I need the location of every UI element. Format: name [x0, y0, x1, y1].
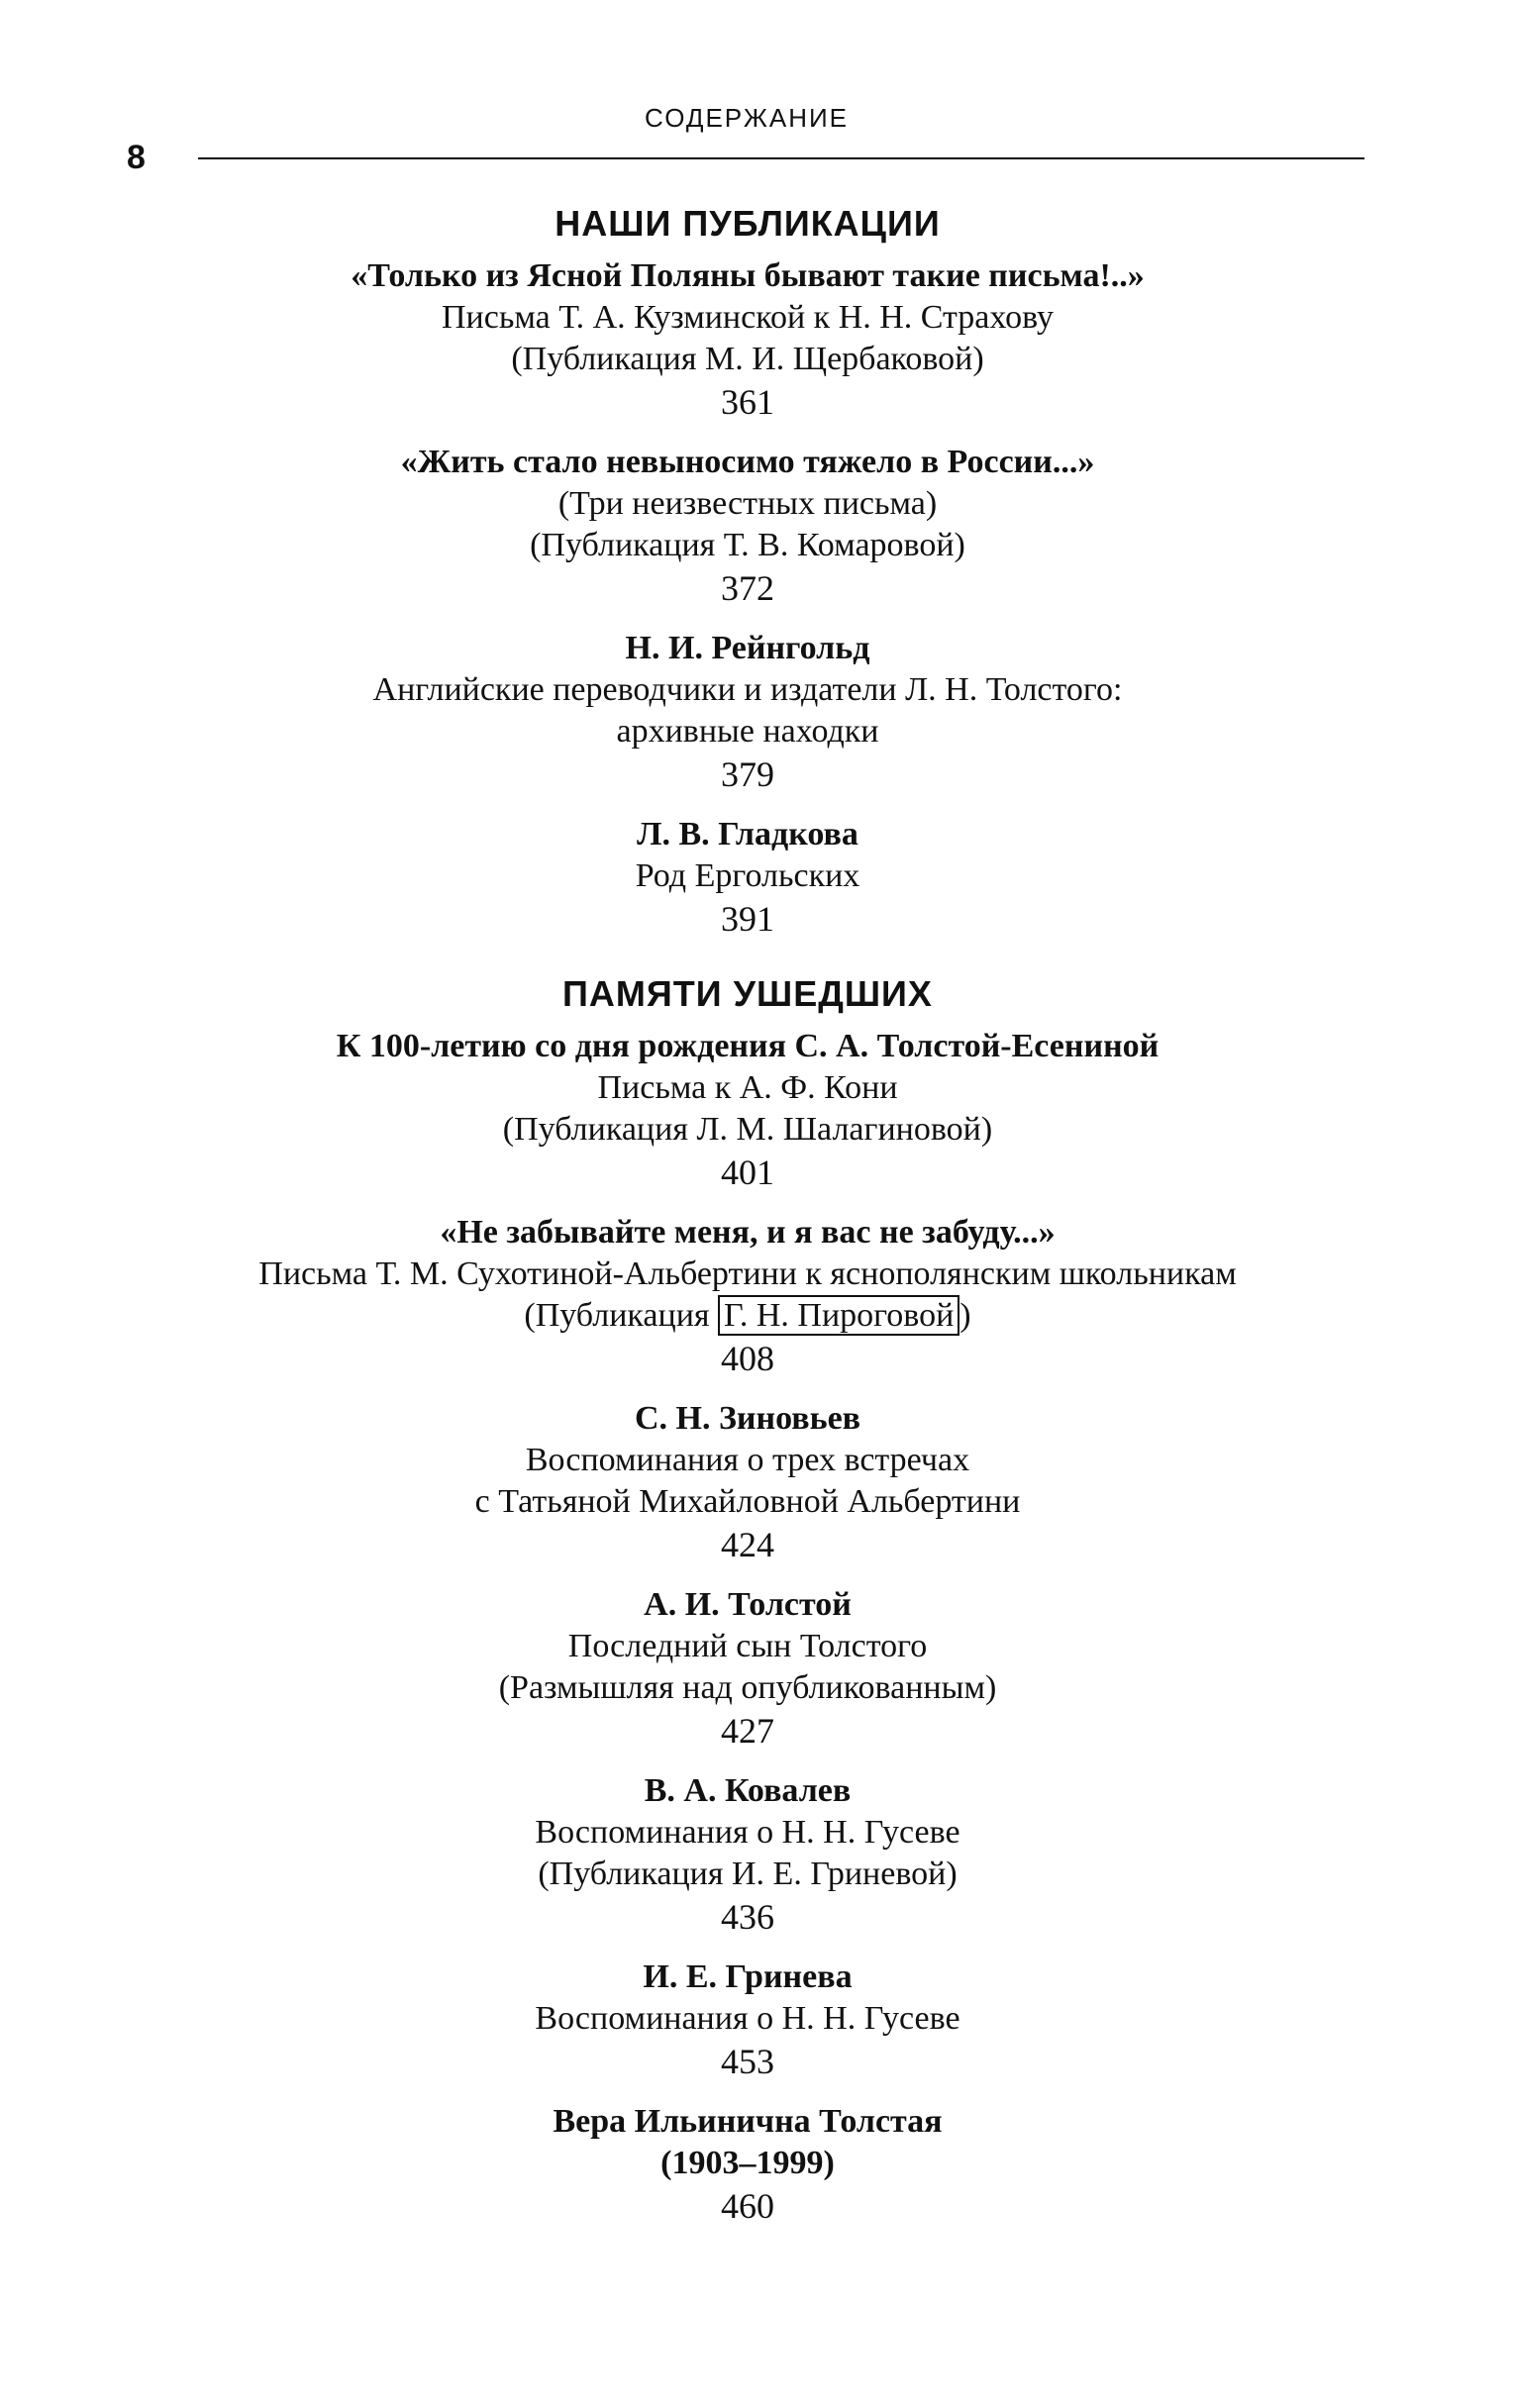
entry-subtitle: Письма Т. А. Кузминской к Н. Н. Страхову — [441, 299, 1054, 336]
entry-author: И. Е. Гринева — [643, 1958, 853, 1995]
toc-entry[interactable] — [109, 1956, 1386, 2083]
publication-prefix: (Публикация — [524, 1297, 719, 1334]
entry-title: «Только из Ясной Поляны бывают такие письма!..» — [351, 257, 1145, 294]
entry-publication-note: (Публикация И. Е. Гриневой) — [538, 1856, 958, 1892]
toc-entry[interactable] — [109, 442, 1386, 610]
entry-page-number: 372 — [721, 568, 774, 608]
entry-subtitle: Письма Т. М. Сухотиной-Альбертини к яснополянским школьникам — [258, 1255, 1237, 1292]
entry-title-line: Английские переводчики и издатели Л. Н. Толстого: — [372, 671, 1123, 708]
toc-entry[interactable] — [109, 628, 1386, 796]
entry-publication-note: (Публикация Т. В. Комаровой) — [530, 527, 965, 563]
entry-page-number: 401 — [721, 1153, 774, 1192]
entry-publication-note: (Публикация Л. М. Шалагиновой) — [502, 1111, 993, 1148]
page-number: 8 — [127, 139, 146, 176]
entry-publication-note — [109, 1295, 1386, 1337]
entry-author: С. Н. Зиновьев — [634, 1400, 861, 1437]
entry-title-line: Воспоминания о Н. Н. Гусеве — [535, 2000, 960, 2037]
entry-page-number: 453 — [721, 2042, 774, 2081]
entry-author: Л. В. Гладкова — [637, 816, 858, 853]
entry-author: А. И. Толстой — [644, 1586, 852, 1623]
section-title-nashi-publikatsii: НАШИ ПУБЛИКАЦИИ — [555, 203, 941, 244]
entry-page-number: 379 — [721, 754, 774, 794]
entry-page-number: 391 — [721, 899, 774, 939]
entry-page-number: 436 — [721, 1897, 774, 1937]
entry-author: Н. И. Рейнгольд — [625, 630, 870, 666]
entry-title-line: Воспоминания о Н. Н. Гусеве — [535, 1814, 960, 1851]
toc-entry[interactable] — [109, 814, 1386, 941]
toc-entry[interactable] — [109, 1026, 1386, 1194]
entry-years: (1903–1999) — [660, 2145, 835, 2181]
entry-page-number: 361 — [721, 382, 774, 422]
entry-subtitle: (Три неизвестных письма) — [557, 485, 938, 522]
toc-entry[interactable] — [109, 2101, 1386, 2228]
toc-entry[interactable] — [109, 255, 1386, 424]
entry-publication-note: (Публикация М. И. Щербаковой) — [511, 341, 984, 377]
entry-page-number: 424 — [721, 1525, 774, 1564]
entry-page-number: 427 — [721, 1711, 774, 1751]
header-rule — [198, 157, 1364, 159]
entry-title-line: Род Ергольских — [635, 857, 860, 894]
entry-page-number: 460 — [721, 2186, 774, 2226]
entry-title: К 100-летию со дня рождения С. А. Толстой-Есениной — [336, 1028, 1160, 1064]
entry-author: В. А. Ковалев — [644, 1772, 852, 1809]
entry-title-line: Воспоминания о трех встречах — [525, 1442, 970, 1478]
running-title: СОДЕРЖАНИЕ — [644, 103, 849, 133]
section-title-pamyati-ushedshikh: ПАМЯТИ УШЕДШИХ — [562, 973, 933, 1014]
toc-entry[interactable] — [109, 1770, 1386, 1939]
entry-title-line: архивные находки — [616, 713, 879, 750]
entry-subtitle: Письма к А. Ф. Кони — [597, 1069, 898, 1106]
toc-entry[interactable] — [109, 1398, 1386, 1566]
entry-title-line: с Татьяной Михайловной Альбертини — [474, 1483, 1021, 1520]
boxed-name: Г. Н. Пироговой — [718, 1295, 959, 1336]
publication-suffix: ) — [959, 1297, 971, 1334]
entry-page-number: 408 — [721, 1339, 774, 1378]
toc-entry[interactable] — [109, 1212, 1386, 1380]
entry-subtitle: (Размышляя над опубликованным) — [498, 1669, 997, 1706]
entry-title: Вера Ильинична Толстая — [553, 2103, 943, 2140]
entry-title: «Не забывайте меня, и я вас не забуду...» — [440, 1214, 1056, 1251]
entry-title-line: Последний сын Толстого — [567, 1628, 928, 1664]
toc-entry[interactable] — [109, 1584, 1386, 1753]
entry-title: «Жить стало невыносимо тяжело в России...» — [400, 444, 1095, 480]
table-of-contents — [109, 198, 1386, 2246]
